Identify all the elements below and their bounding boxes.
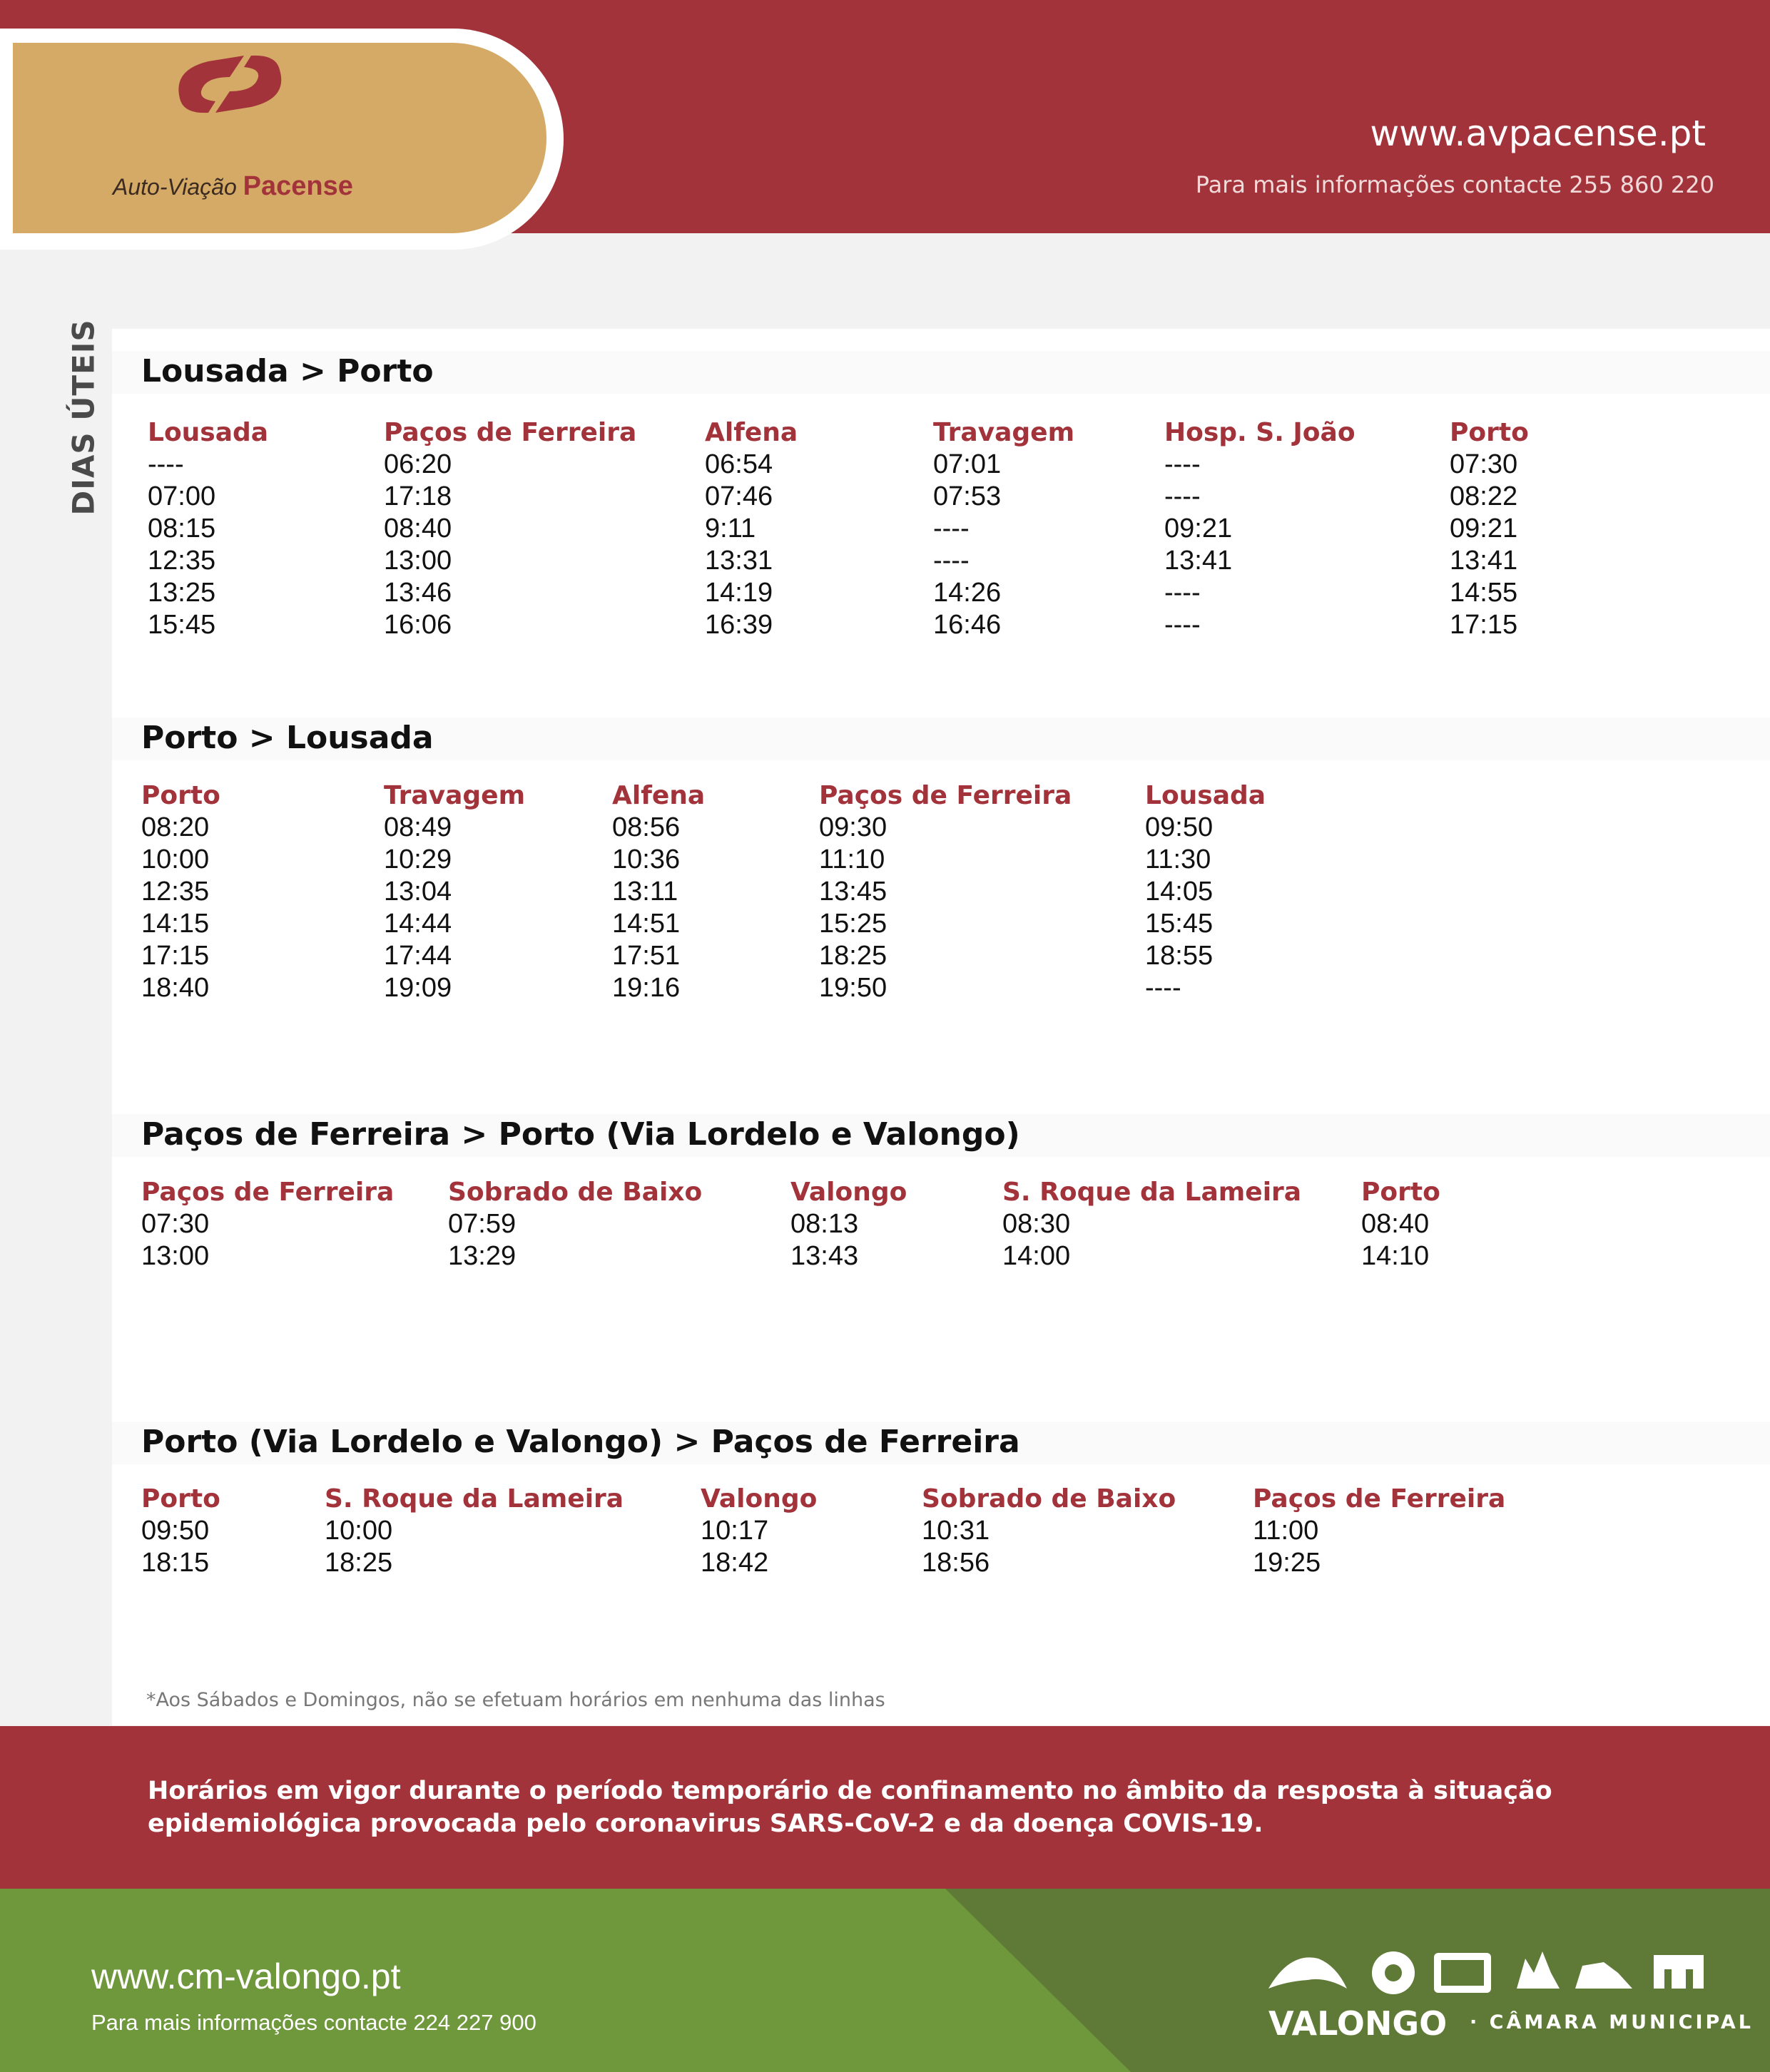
timetable-column [141, 780, 220, 1004]
time-cell: 17:44 [384, 941, 452, 971]
stop-name: Alfena [612, 781, 706, 810]
timetable-column [384, 417, 636, 641]
time-cell: 07:46 [705, 481, 773, 511]
time-cell: 09:21 [1164, 514, 1233, 543]
time-cell: 15:45 [148, 610, 216, 640]
time-cell: 17:51 [612, 941, 681, 971]
time-cell: 10:00 [325, 1516, 393, 1546]
timetable-column [933, 417, 1074, 641]
time-cell: 06:54 [705, 449, 773, 479]
notice-line: epidemiológica provocada pelo coronavirus SARS-CoV-2 e da doença COVIS-19. [148, 1810, 1263, 1838]
time-cell: 13:31 [705, 546, 773, 576]
stop-name: Paços de Ferreira [141, 1178, 395, 1207]
stop-name: Travagem [384, 781, 526, 810]
time-cell: 06:20 [384, 449, 452, 479]
time-cell: 07:59 [448, 1209, 517, 1239]
valongo-website-link[interactable]: www.cm-valongo.pt [91, 1956, 401, 1996]
time-cell: 16:46 [933, 610, 1002, 640]
stop-name: Porto [1361, 1178, 1440, 1207]
time-cell: 14:10 [1361, 1241, 1430, 1271]
camara-municipal-label: · CÂMARA MUNICIPAL [1470, 2011, 1754, 2033]
time-cell: ---- [933, 514, 970, 543]
valongo-name: VALONGO [1268, 2004, 1448, 2043]
time-cell: 10:17 [701, 1516, 769, 1546]
time-cell: 13:43 [790, 1241, 859, 1271]
notice-text [148, 1775, 1646, 1840]
section-title: Paços de Ferreira > Porto (Via Lordelo e Valongo) [141, 1116, 1020, 1153]
stop-name: Travagem [933, 418, 1075, 447]
time-cell: ---- [1145, 973, 1181, 1003]
time-cell: 14:05 [1145, 877, 1214, 907]
section-title: Porto (Via Lordelo e Valongo) > Paços de Ferreira [141, 1424, 1020, 1460]
time-cell: 18:55 [1145, 941, 1214, 971]
section-title: Lousada > Porto [141, 353, 434, 389]
time-cell: 09:50 [1145, 812, 1214, 842]
timetable-column [141, 1483, 220, 1579]
timetable-column [701, 1483, 817, 1579]
time-cell: 07:00 [148, 481, 216, 511]
stop-name: Valongo [790, 1178, 907, 1207]
time-cell: 07:01 [933, 449, 1002, 479]
time-cell: 09:50 [141, 1516, 210, 1546]
side-label-text: DIAS ÚTEIS [66, 318, 101, 516]
time-cell: 13:11 [612, 877, 678, 907]
time-cell: 10:36 [612, 844, 681, 874]
time-cell: 08:22 [1450, 481, 1518, 511]
valongo-emblems-icon [1268, 1944, 1711, 2001]
timetable-column [1450, 417, 1529, 641]
time-cell: 12:35 [148, 546, 216, 576]
time-cell: 14:00 [1002, 1241, 1071, 1271]
time-cell: ---- [1164, 481, 1201, 511]
stop-name: Lousada [1145, 781, 1266, 810]
stop-name: Lousada [148, 418, 269, 447]
time-cell: 13:29 [448, 1241, 517, 1271]
time-cell: 07:30 [1450, 449, 1518, 479]
timetable-column [819, 780, 1072, 1004]
stop-name: S. Roque da Lameira [1002, 1178, 1302, 1207]
cyclist-icon [1575, 1962, 1632, 1989]
stop-name: Paços de Ferreira [1253, 1484, 1506, 1514]
time-cell: 18:42 [701, 1548, 769, 1578]
timetable-column [612, 780, 705, 1004]
time-cell: 19:50 [819, 973, 887, 1003]
time-cell: 08:30 [1002, 1209, 1071, 1239]
time-cell: ---- [1164, 578, 1201, 608]
timetable-column [1145, 780, 1266, 1004]
time-cell: 14:15 [141, 909, 210, 939]
timetable-column [1253, 1483, 1505, 1579]
timetable-column [448, 1176, 702, 1272]
valongo-contact-info: Para mais informações contacte 224 227 900 [91, 2010, 536, 2035]
timetable-column [141, 1176, 394, 1272]
time-cell: 13:04 [384, 877, 452, 907]
time-cell: 08:13 [790, 1209, 859, 1239]
time-cell: ---- [1164, 610, 1201, 640]
stop-name: Porto [1450, 418, 1529, 447]
time-cell: 18:56 [922, 1548, 990, 1578]
time-cell: 08:40 [1361, 1209, 1430, 1239]
time-cell: 10:29 [384, 844, 452, 874]
time-cell: 17:18 [384, 481, 452, 511]
time-cell: 19:25 [1253, 1548, 1321, 1578]
time-cell: ---- [1164, 449, 1201, 479]
time-cell: 08:56 [612, 812, 681, 842]
time-cell: 13:46 [384, 578, 452, 608]
time-cell: 16:39 [705, 610, 773, 640]
section-title: Porto > Lousada [141, 720, 434, 756]
time-cell: 11:00 [1253, 1516, 1319, 1546]
time-cell: 14:19 [705, 578, 773, 608]
time-cell: 15:45 [1145, 909, 1214, 939]
time-cell: 08:20 [141, 812, 210, 842]
time-cell: 18:25 [819, 941, 887, 971]
time-cell: 07:30 [141, 1209, 210, 1239]
time-cell: 14:55 [1450, 578, 1518, 608]
brand-name [113, 171, 353, 202]
stop-name: Paços de Ferreira [819, 781, 1072, 810]
timetable-column [1361, 1176, 1440, 1272]
time-cell: 18:15 [141, 1548, 210, 1578]
brand-name-bold: Pacense [243, 171, 353, 201]
stop-name: Hosp. S. João [1164, 418, 1356, 447]
time-cell: 13:00 [384, 546, 452, 576]
stop-name: S. Roque da Lameira [325, 1484, 624, 1514]
footnote: *Aos Sábados e Domingos, não se efetuam horários em nenhuma das linhas [146, 1689, 885, 1711]
time-cell: 16:06 [384, 610, 452, 640]
timetable-column [325, 1483, 624, 1579]
contact-info: Para mais informações contacte 255 860 220 [1195, 171, 1714, 198]
stop-name: Valongo [701, 1484, 818, 1514]
time-cell: 12:35 [141, 877, 210, 907]
brand-prefix: Auto-Viação [113, 174, 237, 200]
time-cell: 09:30 [819, 812, 887, 842]
figure-icon [1517, 1951, 1560, 1989]
stop-name: Porto [141, 781, 220, 810]
time-cell: 11:30 [1145, 844, 1211, 874]
time-cell: 17:15 [141, 941, 210, 971]
time-cell: 13:41 [1164, 546, 1233, 576]
time-cell: 11:10 [819, 844, 885, 874]
notice-line: Horários em vigor durante o período temporário de confinamento no âmbito da resposta à situação [148, 1777, 1552, 1805]
side-label [66, 318, 101, 516]
time-cell: 18:25 [325, 1548, 393, 1578]
website-link[interactable]: www.avpacense.pt [1370, 113, 1706, 154]
time-cell: 13:25 [148, 578, 216, 608]
time-cell: 18:40 [141, 973, 210, 1003]
time-cell: 13:41 [1450, 546, 1518, 576]
time-cell: 13:45 [819, 877, 887, 907]
timetable-column [1002, 1176, 1301, 1272]
castle-icon [1654, 1955, 1704, 1989]
timetable-column [705, 417, 798, 641]
time-cell: 07:53 [933, 481, 1002, 511]
stop-name: Porto [141, 1484, 220, 1514]
timetable-column [790, 1176, 907, 1272]
time-cell: 17:15 [1450, 610, 1518, 640]
timetable-column [384, 780, 525, 1004]
time-cell: ---- [148, 449, 184, 479]
timetable-column [922, 1483, 1176, 1579]
time-cell: ---- [933, 546, 970, 576]
time-cell: 10:00 [141, 844, 210, 874]
time-cell: 10:31 [922, 1516, 990, 1546]
time-cell: 15:25 [819, 909, 887, 939]
pacense-logo-icon [166, 49, 294, 120]
stop-name: Sobrado de Baixo [448, 1178, 703, 1207]
stop-name: Sobrado de Baixo [922, 1484, 1176, 1514]
time-cell: 14:51 [612, 909, 681, 939]
time-cell: 09:21 [1450, 514, 1518, 543]
time-cell: 19:16 [612, 973, 681, 1003]
time-cell: 08:40 [384, 514, 452, 543]
time-cell: 14:26 [933, 578, 1002, 608]
time-cell: 08:15 [148, 514, 216, 543]
time-cell: 9:11 [705, 514, 756, 543]
time-cell: 14:44 [384, 909, 452, 939]
time-cell: 19:09 [384, 973, 452, 1003]
mountain-icon [1268, 1957, 1347, 1989]
stop-name: Alfena [705, 418, 798, 447]
time-cell: 13:00 [141, 1241, 210, 1271]
timetable-column [148, 417, 268, 641]
stop-name: Paços de Ferreira [384, 418, 637, 447]
timetable-column [1164, 417, 1356, 641]
time-cell: 08:49 [384, 812, 452, 842]
